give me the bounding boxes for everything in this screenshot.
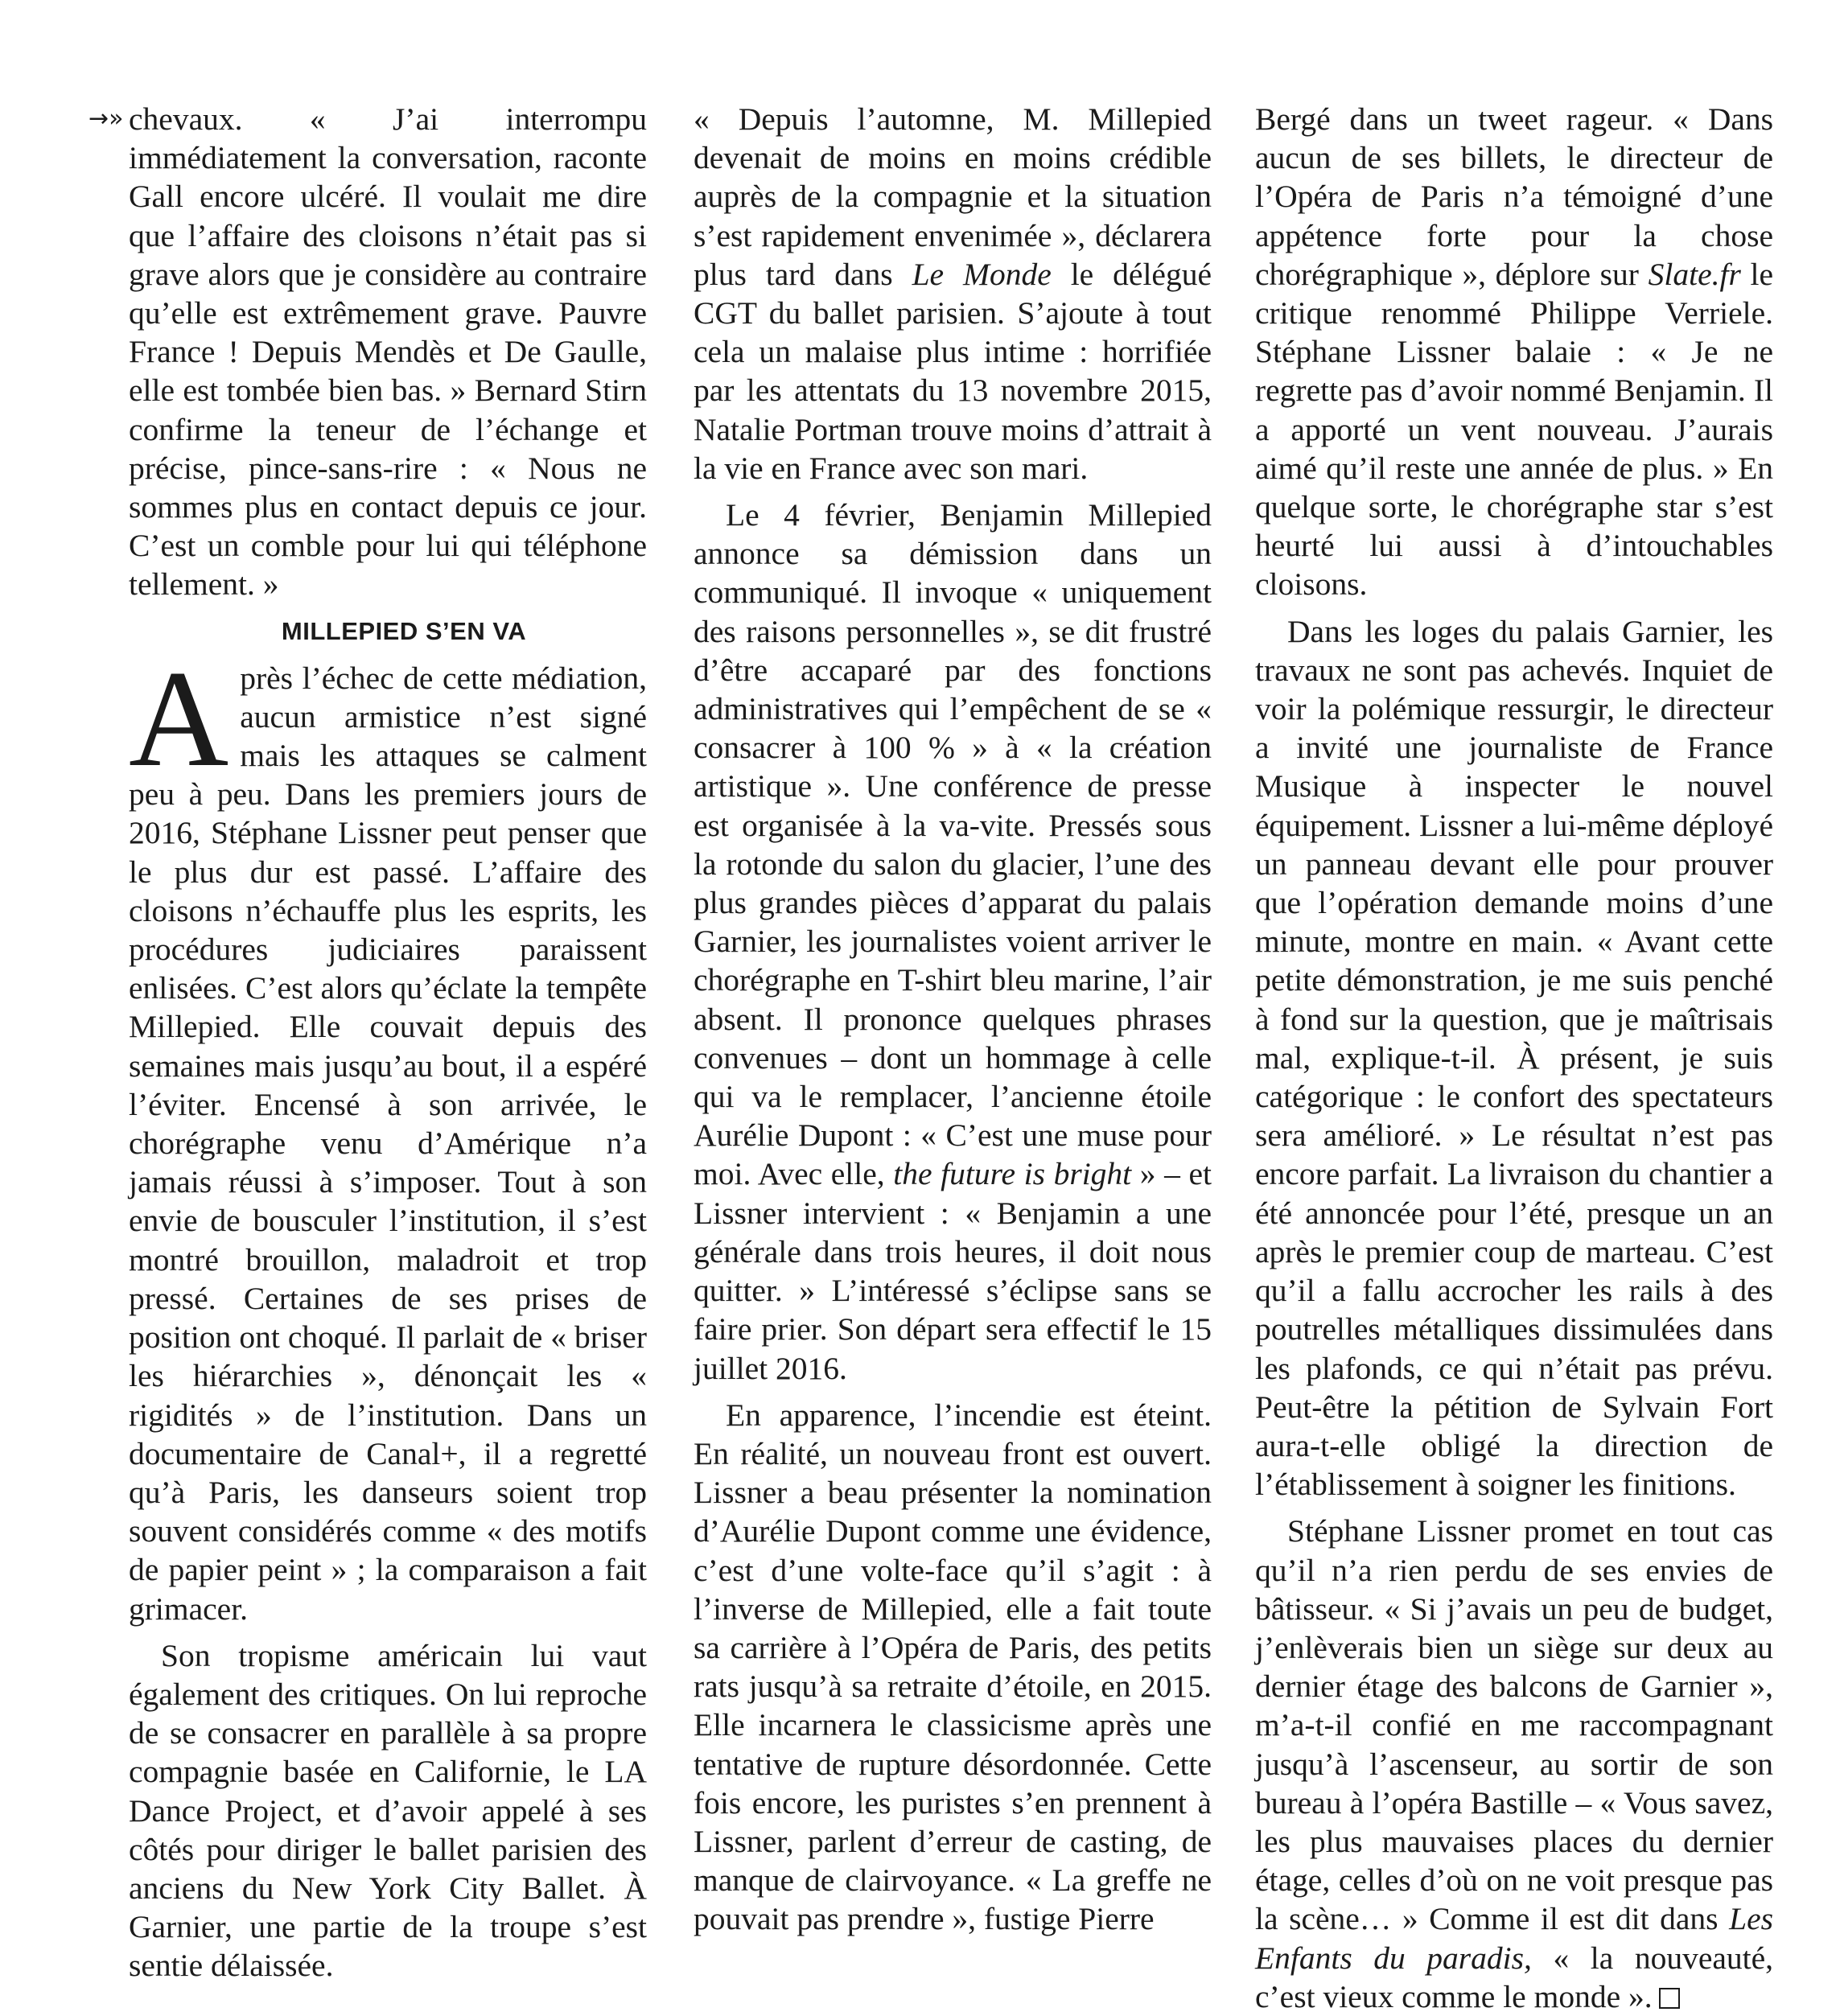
paragraph-text: le critique renommé Philippe Verriele. Stéphane Lissner balaie : « Je ne regrette pas d’avoir nommé Benjamin. Il a apporté un vent nouveau. J’aurais aimé qu’il reste une année de plus. » En quelque sorte, le chorégraphe star s’est heurté lui aussi à d’intouchables cloisons. [1255, 256, 1773, 603]
paragraph-text: » – et Lissner intervient : « Benjamin a une générale dans trois heures, il doit nous quitter. » L’intéressé s’éclipse sans se faire prier. Son départ sera effectif le 15 juillet 2016. [694, 1156, 1212, 1386]
paragraph [1255, 100, 1773, 604]
end-of-article-square-icon [1659, 1988, 1680, 2009]
column-3 [1255, 100, 1773, 2016]
paragraph-with-dropcap [129, 642, 647, 1628]
paragraph [694, 496, 1212, 1388]
column-2 [694, 100, 1212, 1939]
paragraph-text: Stéphane Lissner promet en tout cas qu’il n’a rien perdu de ses envies de bâtisseur. « Si j’avais un peu de budget, j’enlèverais bien un siège sur deux au dernier étage des balcons de Garnier », m’a-t-il confié en me raccompagnant jusqu’à l’ascenseur, au sortir de son bureau à l’opéra Bastille – « Vous savez, les plus mauvaises places du dernier étage, celles d’où on ne voit presque pas la scène… » Comme il est dit dans [1255, 1513, 1773, 1937]
italic-source: Slate.fr [1648, 256, 1741, 292]
paragraph [694, 100, 1212, 488]
paragraph-text: « la nouveauté, c’est vieux comme le monde ». [1255, 1940, 1774, 2014]
paragraph-text: « Depuis l’automne, M. Millepied devenait de moins en moins crédible auprès de la compagnie et la situation s’est rapidement envenimée », déclarera plus tard dans [694, 101, 1212, 292]
paragraph: Dans les loges du palais Garnier, les travaux ne sont pas achevés. Inquiet de voir la polémique ressurgir, le directeur a invité une journaliste de France Musique à inspecter le nouvel équipement. Lissner a lui-même déployé un panneau devant elle pour prouver que l’opération demande moins d’une minute, montre en main. « Avant cette petite démonstration, je me suis penché à fond sur la question, que je maîtrisais mal, explique-t-il. À présent, je suis catégorique : le confort des spectateurs sera amélioré. » Le résultat n’est pas encore parfait. La livraison du chantier a été annoncée pour l’été, presque un an après le premier coup de marteau. C’est qu’il a fallu accrocher les rails à des poutrelles métalliques dissimulées dans les plafonds, ce qui n’était pas prévu. Peut-être la pétition de Sylvain Fort aura-t-elle obligé la direction de l’établissement à soigner les finitions. [1255, 613, 1773, 1503]
drop-cap-letter: A [129, 642, 229, 796]
paragraph-text: près l’échec de cette médiation, aucun armistice n’est signé mais les attaques se calment peu à peu. Dans les premiers jours de 2016, Stéphane Lissner peut penser que le plus dur est passé. L’affaire des cloisons n’échauffe plus les esprits, les procédures judiciaires paraissent enlisées. C’est alors qu’éclate la tempête Millepied. Elle couvait depuis des semaines mais jusqu’au bout, il a espéré l’éviter. Encensé à son arrivée, le chorégraphe venu d’Amérique n’a jamais réussi à s’imposer. Tout à son envie de bousculer l’institution, il s’est montré brouillon, maladroit et trop pressé. Certaines de ses prises de position ont choqué. Il parlait de « briser les hiérarchies », dénonçait les « rigidités » de l’institution. Dans un documentaire de Canal+, il a regretté qu’à Paris, les danseurs soient trop souvent considérés comme « des motifs de papier peint » ; la comparaison a fait grimacer. [129, 660, 647, 1627]
italic-title: Les Enfants du paradis, [1255, 1901, 1773, 1976]
paragraph-text: le délégué CGT du ballet parisien. S’ajoute à tout cela un malaise plus intime : horrifiée par les attentats du 13 novembre 2015, Natalie Portman trouve moins d’attrait à la vie en France avec son mari. [694, 256, 1212, 486]
italic-quote: the future is bright [893, 1156, 1132, 1192]
italic-title: Le Monde [912, 256, 1052, 292]
paragraph: chevaux. « J’ai interrompu immédiatement la conversation, raconte Gall encore ulcéré. Il voulait me dire que l’affaire des cloisons n’était pas si grave alors que je considère au contraire qu’elle est extrêmement grave. Pauvre France ! Depuis Mendès et De Gaulle, elle est tombée bien bas. » Bernard Stirn confirme la teneur de l’échange et précise, pince-sans-rire : « Nous ne sommes plus en contact depuis ce jour. C’est un comble pour lui qui téléphone tellement. » [129, 101, 647, 603]
paragraph: En apparence, l’incendie est éteint. En réalité, un nouveau front est ouvert. Lissner a beau présenter la nomination d’Aurélie Dupont comme une évidence, c’est d’une volte-face qu’il s’agit : à l’inverse de Millepied, elle a fait toute sa carrière à l’Opéra de Paris, des petits rats jusqu’à sa retraite d’étoile, en 2015. Elle incarnera le classicisme après une tentative de rupture désordonnée. Cette fois encore, les puristes s’en prennent à Lissner, parlent d’erreur de casting, de manque de clairvoyance. « La greffe ne pouvait pas prendre », fustige Pierre [694, 1397, 1212, 1937]
paragraph: Son tropisme américain lui vaut également des critiques. On lui reproche de se consacrer en parallèle à sa propre compagnie basée en Californie, le LA Dance Project, et d’avoir appelé à ses côtés pour diriger le ballet parisien des anciens du New York City Ballet. À Garnier, une partie de la troupe s’est sentie délaissée. [129, 1637, 647, 1984]
paragraph-text: Bergé dans un tweet rageur. « Dans aucun de ses billets, le directeur de l’Opéra de Paris n’a témoigné d’une appétence forte pour la chose chorégraphique », déplore sur [1255, 101, 1773, 292]
paragraph-text: Le 4 février, Benjamin Millepied annonce sa démission dans un communiqué. Il invoque « uniquement des raisons personnelles », se dit frustré d’être accaparé par des fonctions administratives qui l’empêchent de se « consacrer à 100 % » à « la création artistique ». Une conférence de presse est organisée à la va-vite. Pressés sous la rotonde du salon du glacier, l’une des plus grandes pièces d’apparat du palais Garnier, les journalistes voient arriver le chorégraphe en T-shirt bleu marine, l’air absent. Il prononce quelques phrases convenues – dont un hommage à celle qui va le remplacer, l’ancienne étoile Aurélie Dupont : « C’est une muse pour moi. Avec elle, [694, 497, 1212, 1192]
column-1 [129, 100, 647, 1985]
paragraph [1255, 1512, 1773, 2016]
section-subheading: MILLEPIED S’EN VA [281, 616, 527, 645]
continuation-arrow-icon: →» [89, 105, 124, 133]
